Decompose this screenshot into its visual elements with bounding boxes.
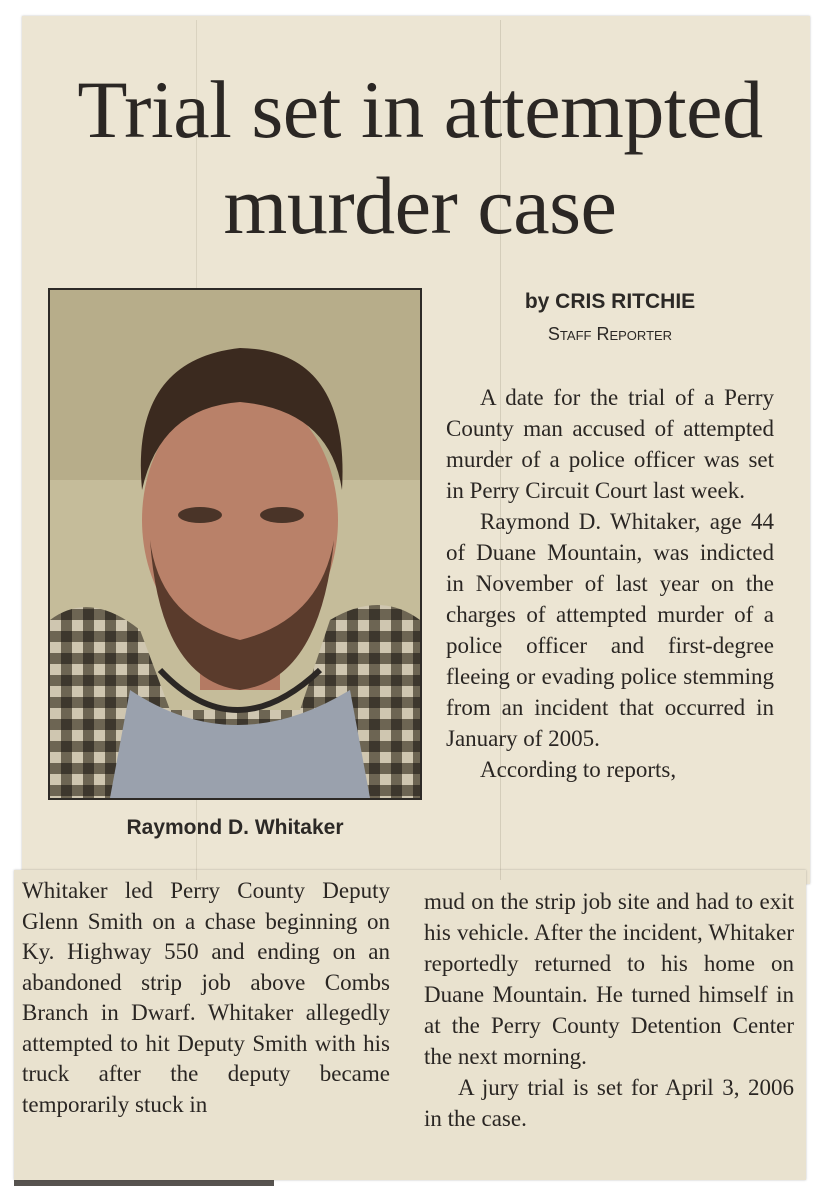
article-paragraph: According to reports, bbox=[480, 757, 677, 782]
article-paragraph: A date for the trial of a Perry County man accused of attempted murder of a police officer was set in Perry Circuit Court last week. bbox=[446, 385, 774, 503]
headline-line-2: murder case bbox=[223, 160, 617, 251]
byline: by CRIS RITCHIE bbox=[524, 290, 696, 313]
article-column-right-top bbox=[446, 382, 774, 785]
article-paragraph: Whitaker led Perry County Deputy Glenn Smith on a chase beginning on Ky. Highway 550 and ending on an abandoned strip job above Combs Branch in Dwarf. Whitaker allegedly attempted to hit Deputy Smith with his truck after the deputy became temporarily stuck in bbox=[22, 878, 390, 1117]
byline-role: Staff Reporter bbox=[547, 324, 673, 344]
bottom-rule bbox=[14, 1180, 274, 1186]
article-paragraph: Raymond D. Whitaker, age 44 of Duane Mountain, was indicted in November of last year on the charges of attempted murder of a police officer and first-degree fleeing or evading police stemming from an incident that occurred in January of 2005. bbox=[446, 509, 774, 751]
headline-line-1: Trial set in attempted bbox=[77, 64, 763, 155]
headline bbox=[40, 62, 800, 254]
article-paragraph: mud on the strip job site and had to exit his vehicle. After the incident, Whitaker reportedly returned to his home on Duane Mountain. He turned himself in at the Perry County Detention Center the next morning. bbox=[424, 889, 794, 1069]
portrait-illustration bbox=[50, 290, 420, 798]
article-column-left-bottom bbox=[22, 876, 390, 1120]
portrait-photo bbox=[48, 288, 422, 800]
article-column-right-bottom bbox=[424, 886, 794, 1134]
photo-caption: Raymond D. Whitaker bbox=[126, 816, 344, 839]
article-paragraph: A jury trial is set for April 3, 2006 in the case. bbox=[424, 1075, 794, 1131]
